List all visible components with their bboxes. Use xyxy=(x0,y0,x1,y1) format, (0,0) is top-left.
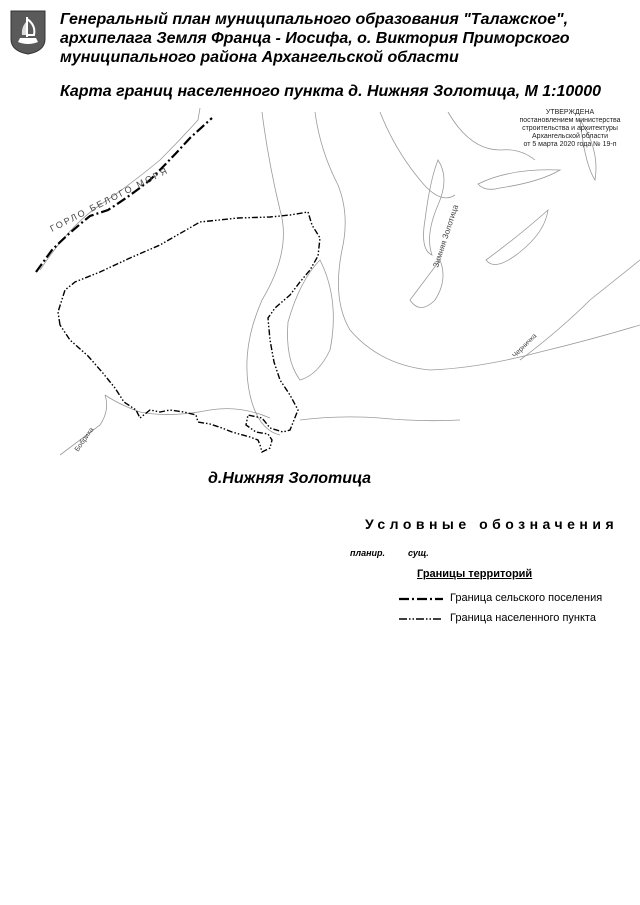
locality-boundary xyxy=(58,212,320,452)
dash-dot-line-icon xyxy=(398,594,444,604)
island xyxy=(486,210,548,265)
dash-dot-dot-line-icon xyxy=(398,614,444,624)
settlement-name: д.Нижняя Золотица xyxy=(208,470,371,487)
approval-stamp: УТВЕРЖДЕНА постановлением министерства строительства и архитектуры Архангельской области от 5 марта 2020 года № 19-п xyxy=(519,109,621,148)
peninsula xyxy=(288,260,334,380)
legend-col-existing: сущ. xyxy=(408,548,429,558)
map-title: Генеральный план муниципального образования "Талажское", архипелага Земля Франца - Иосифа, о. Виктория Приморского муниципального района Архангельской области xyxy=(60,11,570,66)
tributary xyxy=(520,260,640,360)
island xyxy=(478,170,560,190)
river-label-chernichka: Черничка xyxy=(511,332,539,360)
shore-south xyxy=(105,395,270,418)
coat-of-arms-icon xyxy=(9,9,47,55)
river-label-bobrikha: Бобриха xyxy=(73,426,96,454)
river-bank-east xyxy=(315,112,640,370)
legend-section-heading: Границы территорий xyxy=(417,568,533,580)
legend-item-label: Граница населенного пункта xyxy=(450,612,596,624)
legend-col-planned: планир. xyxy=(350,548,386,558)
legend-title: Условные обозначения xyxy=(365,516,619,532)
legend-item-label: Граница сельского поселения xyxy=(450,592,603,604)
river-bank-west xyxy=(247,112,284,435)
map-subtitle: Карта границ населенного пункта д. Нижняя Золотица, М 1:10000 xyxy=(60,83,601,100)
boundary-map xyxy=(0,108,640,468)
river-label-zimnyaya: Зимняя Золотица xyxy=(431,203,461,269)
sea-strait-label: ГОРЛО БЕЛОГО МОРЯ xyxy=(48,165,171,234)
